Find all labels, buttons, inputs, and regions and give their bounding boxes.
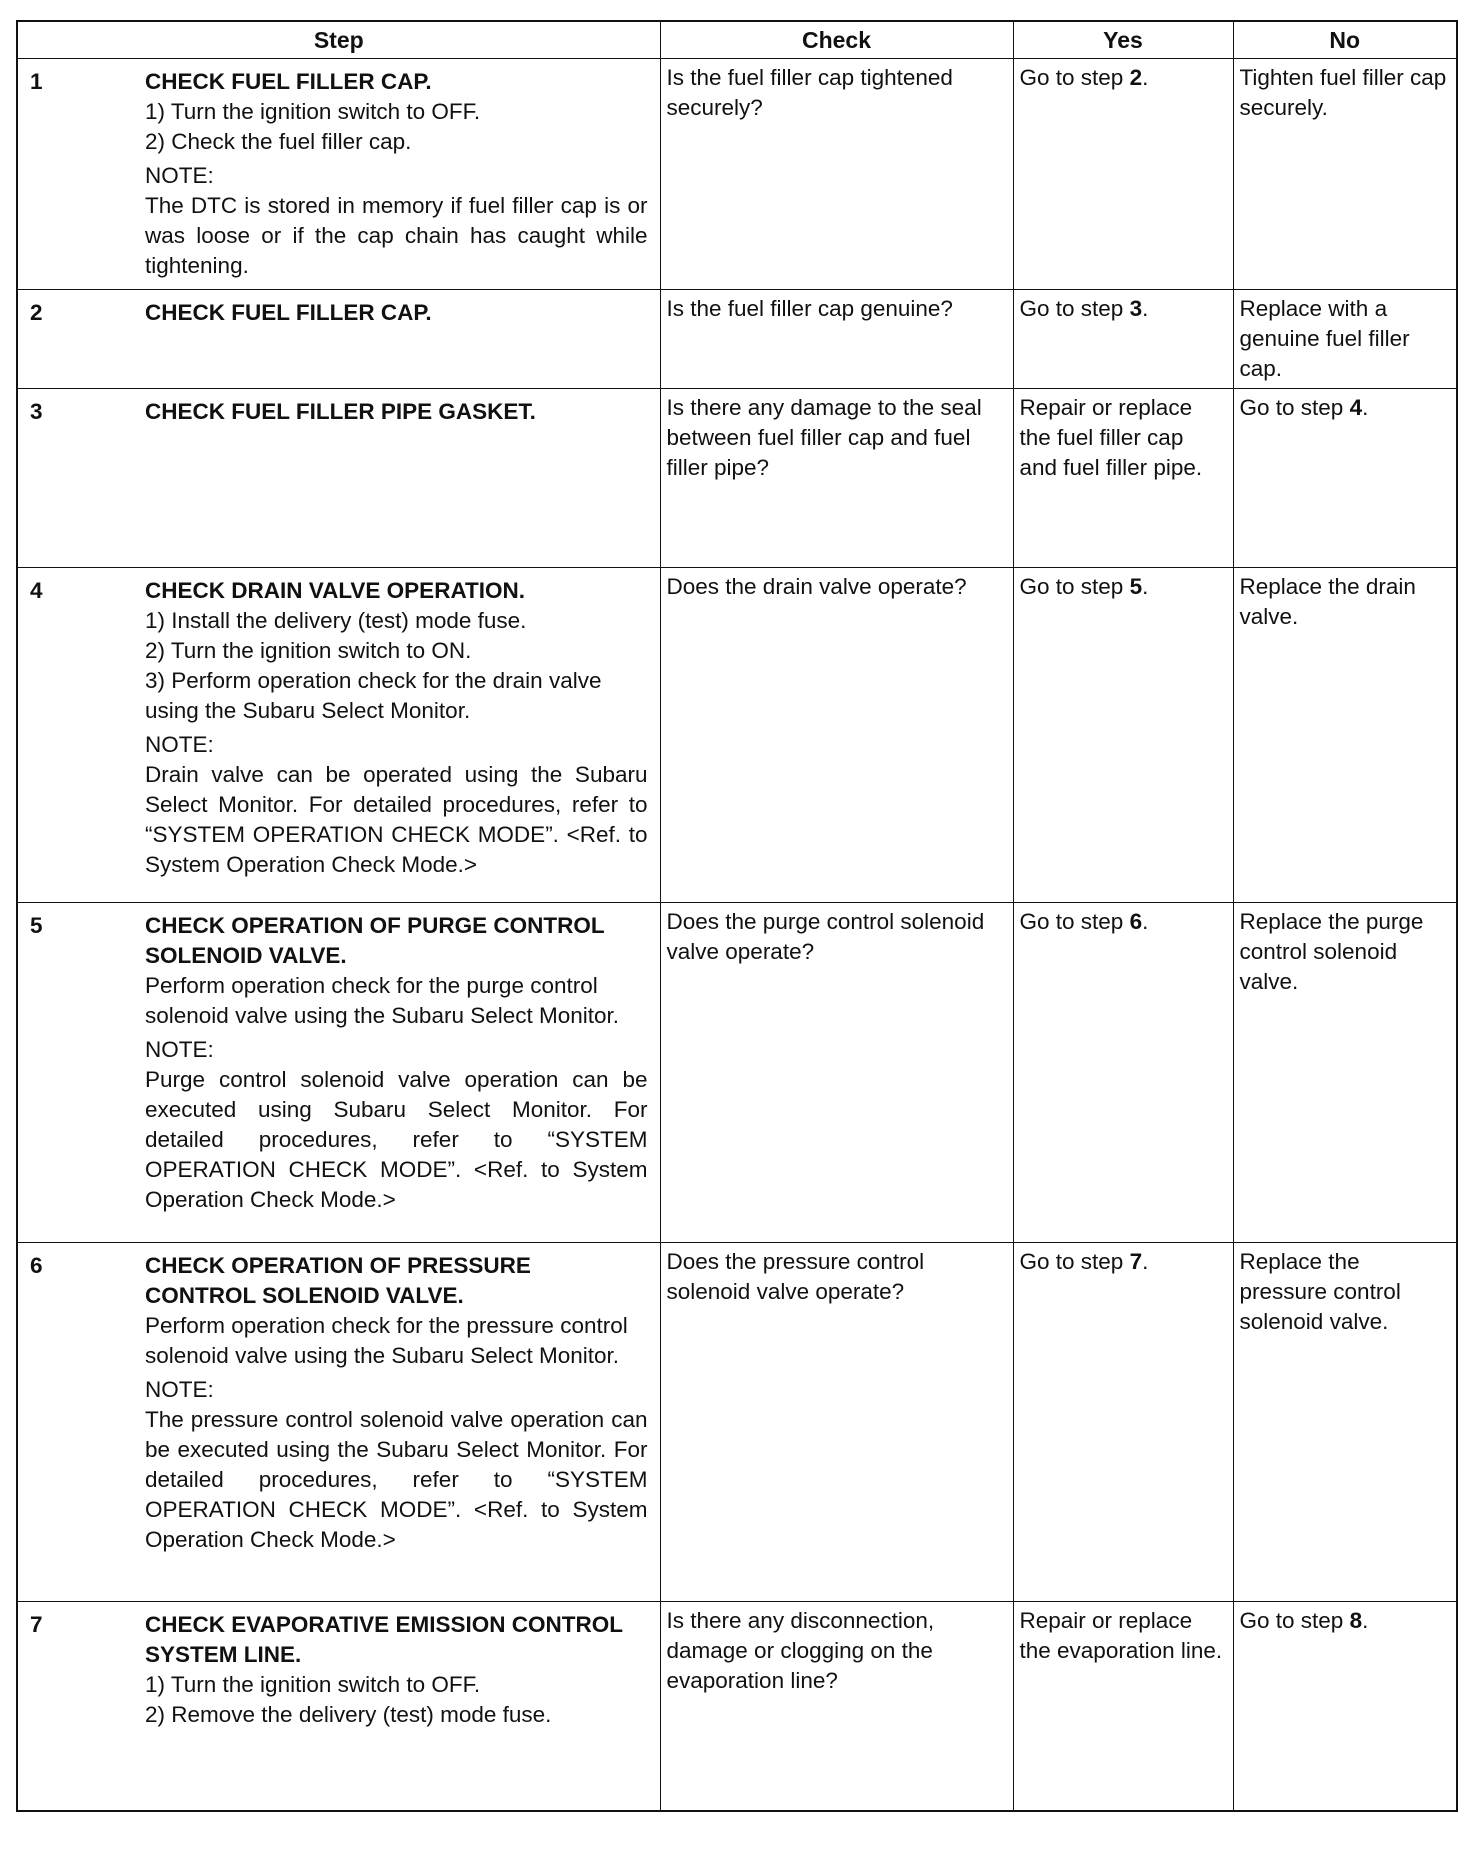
yes-step-ref: 7 xyxy=(1129,1249,1143,1274)
note-label: NOTE: xyxy=(145,163,214,188)
step-title: CHECK FUEL FILLER PIPE GASKET. xyxy=(145,399,536,424)
step-instruction: 1) Turn the ignition switch to OFF. xyxy=(145,1672,481,1697)
note-label: NOTE: xyxy=(145,1037,214,1062)
step-title: CHECK FUEL FILLER CAP. xyxy=(145,69,432,94)
step-instruction: 1) Turn the ignition switch to OFF. xyxy=(145,99,481,124)
step-title: CHECK EVAPORATIVE EMISSION CONTROL SYSTEM LINE. xyxy=(145,1612,623,1667)
table-row xyxy=(17,1243,1457,1602)
note-label: NOTE: xyxy=(145,1377,214,1402)
no-text: Go to step xyxy=(1239,1608,1350,1633)
check-cell: Does the drain valve operate? xyxy=(660,568,1013,903)
yes-text: Go to step xyxy=(1019,65,1130,90)
yes-cell xyxy=(1013,1243,1233,1602)
step-title: CHECK DRAIN VALVE OPERATION. xyxy=(145,578,526,603)
yes-text: Go to step xyxy=(1019,909,1130,934)
no-cell: Tighten fuel filler cap securely. xyxy=(1233,59,1457,290)
note-text: Purge control solenoid valve operation can be executed using Subaru Select Monitor. For detailed procedures, refer to “SYSTEM OPERATION CHECK MODE”. <Ref. to System Operation Check Mode.> xyxy=(145,1067,648,1212)
table-row xyxy=(17,903,1457,1243)
table-row xyxy=(17,568,1457,903)
step-cell xyxy=(17,568,660,903)
no-suffix: . xyxy=(1362,1608,1369,1633)
no-cell: Replace the purge control solenoid valve. xyxy=(1233,903,1457,1243)
yes-cell xyxy=(1013,903,1233,1243)
header-no: No xyxy=(1233,21,1457,59)
no-step-ref: 4 xyxy=(1349,395,1363,420)
step-title: CHECK OPERATION OF PURGE CONTROL SOLENOID VALVE. xyxy=(145,913,605,968)
step-number: 1 xyxy=(30,69,43,94)
step-number: 3 xyxy=(30,399,43,424)
step-instruction: 2) Remove the delivery (test) mode fuse. xyxy=(145,1702,552,1727)
step-cell xyxy=(17,59,660,290)
no-cell: Replace the pressure control solenoid valve. xyxy=(1233,1243,1457,1602)
yes-suffix: . xyxy=(1142,574,1149,599)
step-instruction: 3) Perform operation check for the drain valve using the Subaru Select Monitor. xyxy=(145,668,602,723)
yes-text: Go to step xyxy=(1019,1249,1130,1274)
yes-cell: Repair or replace the evaporation line. xyxy=(1013,1602,1233,1811)
check-cell: Does the purge control solenoid valve operate? xyxy=(660,903,1013,1243)
yes-cell xyxy=(1013,59,1233,290)
note-text: Drain valve can be operated using the Subaru Select Monitor. For detailed procedures, refer to “SYSTEM OPERATION CHECK MODE”. <Ref. to System Operation Check Mode.> xyxy=(145,762,648,877)
yes-step-ref: 6 xyxy=(1129,909,1143,934)
step-number: 4 xyxy=(30,578,43,603)
table-row xyxy=(17,290,1457,389)
table-row xyxy=(17,389,1457,568)
yes-cell xyxy=(1013,568,1233,903)
step-number: 2 xyxy=(30,300,43,325)
check-cell: Does the pressure control solenoid valve operate? xyxy=(660,1243,1013,1602)
check-cell: Is the fuel filler cap genuine? xyxy=(660,290,1013,389)
no-cell: Replace the drain valve. xyxy=(1233,568,1457,903)
check-cell: Is there any disconnection, damage or clogging on the evaporation line? xyxy=(660,1602,1013,1811)
step-instruction: 1) Install the delivery (test) mode fuse. xyxy=(145,608,527,633)
step-cell xyxy=(17,389,660,568)
step-instruction: 2) Check the fuel filler cap. xyxy=(145,129,412,154)
no-cell xyxy=(1233,389,1457,568)
yes-suffix: . xyxy=(1142,1249,1149,1274)
note-text: The DTC is stored in memory if fuel filler cap is or was loose or if the cap chain has caught while tightening. xyxy=(145,193,648,278)
yes-step-ref: 5 xyxy=(1129,574,1143,599)
no-cell xyxy=(1233,1602,1457,1811)
step-number: 6 xyxy=(30,1253,43,1278)
no-text: Go to step xyxy=(1239,395,1350,420)
check-cell: Is the fuel filler cap tightened securely? xyxy=(660,59,1013,290)
no-step-ref: 8 xyxy=(1349,1608,1363,1633)
yes-suffix: . xyxy=(1142,65,1149,90)
step-title: CHECK FUEL FILLER CAP. xyxy=(145,300,432,325)
yes-cell: Repair or replace the fuel filler cap and fuel filler pipe. xyxy=(1013,389,1233,568)
diagnostic-table xyxy=(16,20,1458,1812)
yes-cell xyxy=(1013,290,1233,389)
yes-suffix: . xyxy=(1142,296,1149,321)
header-step: Step xyxy=(17,21,660,59)
step-cell xyxy=(17,1243,660,1602)
step-instruction: Perform operation check for the purge control solenoid valve using the Subaru Select Monitor. xyxy=(145,973,620,1028)
step-cell xyxy=(17,1602,660,1811)
step-cell xyxy=(17,290,660,389)
step-number: 7 xyxy=(30,1612,43,1637)
header-row xyxy=(17,21,1457,59)
yes-text: Go to step xyxy=(1019,574,1130,599)
note-label: NOTE: xyxy=(145,732,214,757)
table-row xyxy=(17,1602,1457,1811)
yes-step-ref: 3 xyxy=(1129,296,1143,321)
step-instruction: 2) Turn the ignition switch to ON. xyxy=(145,638,472,663)
yes-text: Go to step xyxy=(1019,296,1130,321)
table-row xyxy=(17,59,1457,290)
header-check: Check xyxy=(660,21,1013,59)
step-instruction: Perform operation check for the pressure control solenoid valve using the Subaru Select Monitor. xyxy=(145,1313,628,1368)
step-cell xyxy=(17,903,660,1243)
check-cell: Is there any damage to the seal between fuel filler cap and fuel filler pipe? xyxy=(660,389,1013,568)
no-cell: Replace with a genuine fuel filler cap. xyxy=(1233,290,1457,389)
step-number: 5 xyxy=(30,913,43,938)
yes-suffix: . xyxy=(1142,909,1149,934)
no-suffix: . xyxy=(1362,395,1369,420)
step-title: CHECK OPERATION OF PRESSURE CONTROL SOLENOID VALVE. xyxy=(145,1253,531,1308)
note-text: The pressure control solenoid valve operation can be executed using the Subaru Select Monitor. For detailed procedures, refer to “SYSTEM OPERATION CHECK MODE”. <Ref. to System Operation Check Mode.> xyxy=(145,1407,648,1552)
header-yes: Yes xyxy=(1013,21,1233,59)
yes-step-ref: 2 xyxy=(1129,65,1143,90)
